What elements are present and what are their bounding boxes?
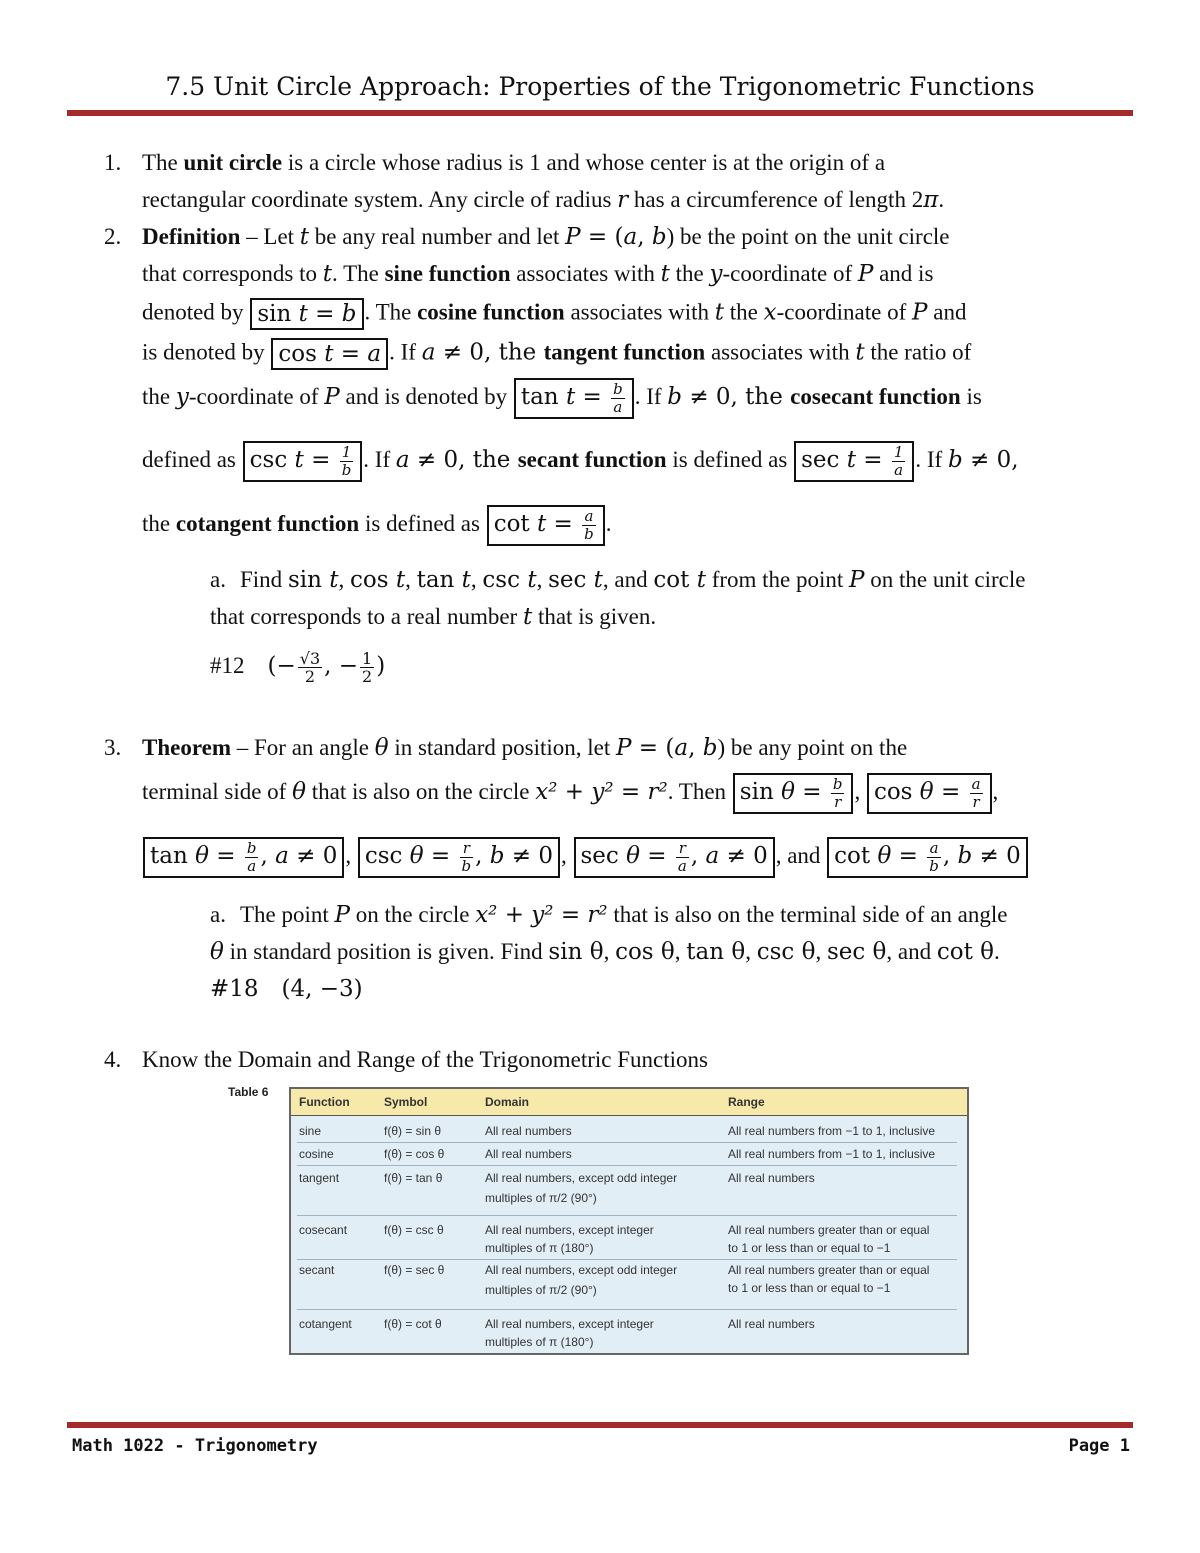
table-cell-symbol: f(θ) = tan θ [384,1171,443,1185]
cosecant-theta-box: csc θ = $\frac{r}{b}$ , b ≠ 0 [358,837,560,878]
row-divider [297,1259,957,1260]
table-cell-domain: All real numbers, except integer [485,1223,654,1237]
item-2-line-1: Definition – Let t be any real number and let P = (a, b) be the point on the unit circle [142,224,950,250]
tangent-definition-box: tan t = $\frac{b}{a}$ [514,378,634,419]
table-cell-domain: All real numbers, except integer [485,1317,654,1331]
item-number-2: 2. [104,224,122,249]
item-2-line-7: the cotangent function is defined as cot t = $\frac{a}{b}$ . [142,505,612,546]
problem-12-number: #12 [210,652,245,678]
table-cell-function: sine [299,1124,322,1138]
table-cell-range: All real numbers from −1 to 1, inclusive [728,1147,936,1161]
header-function: Function [299,1095,350,1109]
table-cell-symbol: f(θ) = csc θ [384,1223,444,1237]
cosine-theta-box: cos θ = $\frac{a}{r}$ [867,773,992,814]
item-3-line-1: Theorem – For an angle θ in standard position, let P = (a, b) be any point on the [142,735,908,761]
table-cell-function: cosecant [299,1223,348,1237]
header-range: Range [728,1095,765,1109]
cosecant-definition-box: csc t = $\frac{1}{b}$ [243,441,363,482]
item-number-4: 4. [104,1047,122,1072]
item-1-line-1: The unit circle is a circle whose radius is 1 and whose center is at the origin of a [142,150,886,175]
table-cell-domain-cont: multiples of π/2 (90°) [485,1191,597,1205]
item-2a-line-1: Find sin t, cos t, tan t, csc t, sec t, and cot t from the point P on the unit circle [240,567,1026,593]
header-symbol: Symbol [384,1095,428,1109]
item-2-line-5: the y-coordinate of P and is denoted by tan t = $\frac{b}{a}$ . If b ≠ 0, the cosecant function is [142,378,982,419]
table-cell-symbol: f(θ) = cos θ [384,1147,445,1161]
table-cell-range-cont: to 1 or less than or equal to −1 [728,1281,891,1295]
footer-rule [67,1422,1133,1428]
item-2-line-4: is denoted by cos t = a . If a ≠ 0, the tangent function associates with t the ratio of [142,338,971,370]
item-2a-line-2: that corresponds to a real number t that is given. [210,604,657,630]
problem-18-point: (4, −3) [281,976,363,1002]
header-rule [67,110,1133,116]
table-cell-range: All real numbers from −1 to 1, inclusive [728,1124,936,1138]
cosine-definition-box: cos t = a [271,338,388,370]
footer-page-number: Page 1 [1068,1436,1130,1456]
item-1-line-2: rectangular coordinate system. Any circle of radius r has a circumference of length 2π. [142,187,945,213]
table-cell-range: All real numbers [728,1171,815,1185]
table-cell-domain-cont: multiples of π (180°) [485,1241,594,1255]
table-cell-range-cont: to 1 or less than or equal to −1 [728,1241,891,1255]
item-3a-line-2: θ in standard position is given. Find sin θ, cos θ, tan θ, csc θ, sec θ, and cot θ. [210,939,1000,965]
table-header [291,1089,967,1116]
table-cell-domain: All real numbers [485,1147,572,1161]
table-cell-range: All real numbers greater than or equal [728,1223,930,1237]
table-cell-domain: All real numbers, except odd integer [485,1171,678,1185]
table-cell-function: cotangent [299,1317,352,1331]
table-cell-symbol: f(θ) = sin θ [384,1124,442,1138]
row-divider [297,1165,957,1166]
secant-definition-box: sec t = $\frac{1}{a}$ [794,441,914,482]
row-divider [297,1309,957,1310]
item-4-text: Know the Domain and Range of the Trigonometric Functions [142,1047,708,1072]
item-2-line-3: denoted by sin t = b . The cosine function associates with t the x-coordinate of P and [142,298,966,330]
item-2-line-6: defined as csc t = $\frac{1}{b}$ . If a ≠ 0, the secant function is defined as sec t = $\frac{1}{a}$ . If b ≠ 0, [142,441,1019,482]
row-divider [297,1142,957,1143]
sine-theta-box: sin θ = $\frac{b}{r}$ [733,773,854,814]
cotangent-definition-box: cot t = $\frac{a}{b}$ [487,505,605,546]
table-cell-domain-cont: multiples of π (180°) [485,1335,594,1349]
item-number-3: 3. [104,735,122,760]
item-3a-line-1: The point P on the circle x² + y² = r² that is also on the terminal side of an angle [240,902,1008,928]
table-cell-function: secant [299,1263,335,1277]
row-divider [297,1215,957,1216]
problem-12: #12 (− $\frac{√3}{2}$ , − $\frac{1}{2}$ ) [210,649,386,686]
secant-theta-box: sec θ = $\frac{r}{a}$ , a ≠ 0 [574,837,775,878]
table-cell-function: cosine [299,1147,334,1161]
sine-definition-box: sin t = b [250,298,363,330]
item-number-1: 1. [104,150,122,175]
table-cell-domain: All real numbers [485,1124,572,1138]
table-cell-symbol: f(θ) = cot θ [384,1317,442,1331]
table-cell-range: All real numbers [728,1317,815,1331]
table-cell-symbol: f(θ) = sec θ [384,1263,445,1277]
item-2a-letter: a. [210,567,226,592]
header-domain: Domain [485,1095,530,1109]
table-cell-domain: All real numbers, except odd integer [485,1263,678,1277]
table-cell-function: tangent [299,1171,340,1185]
item-3-line-3: tan θ = $\frac{b}{a}$ , a ≠ 0 , csc θ = $\frac{r}{b}$ , b ≠ 0 , sec θ = $\frac{r}{a}$ , a ≠ 0 , and cot θ = $\frac{a}{b}$ , b ≠ 0 [142,837,1029,878]
item-3a-letter: a. [210,902,226,927]
item-2-line-2: that corresponds to t. The sine function associates with t the y-coordinate of P and is [142,261,934,287]
tangent-theta-box: tan θ = $\frac{b}{a}$ , a ≠ 0 [143,837,344,878]
item-3-line-2: terminal side of θ that is also on the circle x² + y² = r². Then sin θ = $\frac{b}{r}$ , cos θ = $\frac{a}{r}$ , [142,773,998,814]
table-cell-domain-cont: multiples of π/2 (90°) [485,1283,597,1297]
table-label: Table 6 [228,1085,269,1099]
table-cell-range: All real numbers greater than or equal [728,1263,930,1277]
domain-range-table [289,1087,969,1355]
problem-18 [210,976,363,1002]
footer-course: Math 1022 - Trigonometry [72,1436,318,1456]
problem-18-number: #18 [210,976,259,1002]
cotangent-theta-box: cot θ = $\frac{a}{b}$ , b ≠ 0 [827,837,1028,878]
page-title: 7.5 Unit Circle Approach: Properties of the Trigonometric Functions [165,72,1035,101]
